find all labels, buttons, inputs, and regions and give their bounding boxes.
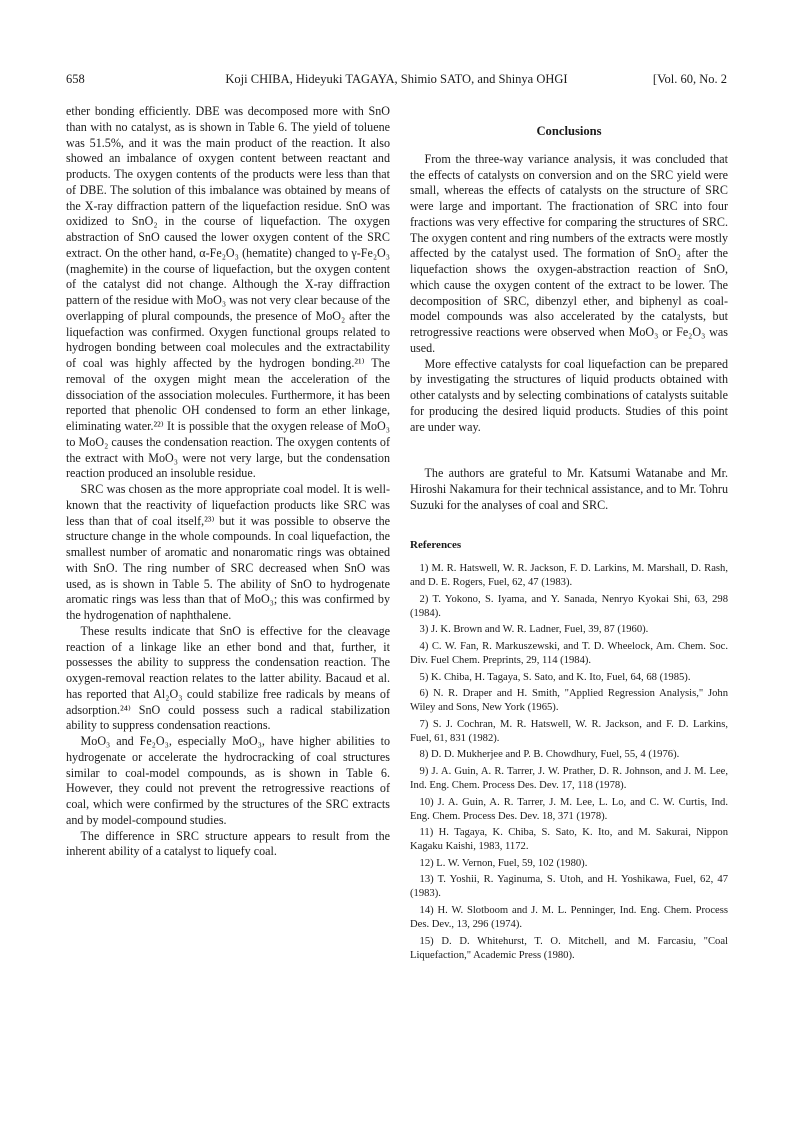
reference-item: 12) L. W. Vernon, Fuel, 59, 102 (1980). xyxy=(419,857,588,869)
references-heading: References xyxy=(410,538,462,551)
right-column xyxy=(410,104,728,965)
reference-item: 2) T. Yokono, S. Iyama, and Y. Sanada, Nenryo Kyokai Shi, 63, 298 (1984). xyxy=(410,593,728,619)
reference-item: 10) J. A. Guin, A. R. Tarrer, J. M. Lee, L. Lo, and C. W. Curtis, Ind. Eng. Chem. Process Des. Dev. 18, 371 (1978). xyxy=(410,796,728,822)
reference-item: 9) J. A. Guin, A. R. Tarrer, J. W. Prather, D. R. Johnson, and J. M. Lee, Ind. Eng. Chem. Process Des. Dev. 17, 118 (1978). xyxy=(410,766,728,791)
reference-item: 6) N. R. Draper and H. Smith, "Applied Regression Analysis," John Wiley and Sons, New York (1965). xyxy=(410,688,728,714)
reference-list xyxy=(410,562,728,962)
left-column xyxy=(66,104,390,860)
body-paragraph: The difference in SRC structure appears to result from the inherent ability of a catalyst to liquefy coal. xyxy=(66,828,390,859)
conclusions-paragraph: From the three-way variance analysis, it was concluded that the effects of catalysts on conversion and on the SRC yield were small, whereas the effects of catalysts on the structure of SRC were large and important. The fractionation of SRC into four fractions was very effective for comparing the structures of SRC. The oxygen content and ring numbers of the extracts were mostly affected by the catalyst used. The formation of SnO₂ after the liquefaction shows the oxygen-abstraction reaction of SnO, which cause the oxygen content of the extract to be lower. The decomposition of SRC, dibenzyl ether, and biphenyl as coal-model compounds was also accelerated by the catalysts, but retrogressive reactions were observed when MoO₃ or Fe₂O₃ was used. xyxy=(410,151,728,355)
running-authors: Koji CHIBA, Hideyuki TAGAYA, Shimio SATO, and Shinya OHGI xyxy=(225,72,568,86)
acknowledgement: The authors are grateful to Mr. Katsumi Watanabe and Mr. Hiroshi Nakamura for their technical assistance, and to Mr. Tohru Suzuki for the analyses of coal and SRC. xyxy=(410,466,728,512)
reference-item: 13) T. Yoshii, R. Yaginuma, S. Utoh, and H. Yoshikawa, Fuel, 62, 47 (1983). xyxy=(410,874,728,900)
reference-item: 8) D. D. Mukherjee and P. B. Chowdhury, Fuel, 55, 4 (1976). xyxy=(419,749,680,761)
body-paragraph: These results indicate that SnO is effective for the cleavage reaction of a linkage like an ether bond and that, further, it possesses the ability to suppress the condensation reaction. The oxygen-removal reaction relates to the latter ability. Bacaud et al. has reported that Al₂O₃ could stabilize free radicals by means of adsorption.²⁴⁾ SnO could possess such a radical stabilization ability to suppress condensation reactions. xyxy=(66,623,390,733)
reference-item: 3) J. K. Brown and W. R. Ladner, Fuel, 39, 87 (1960). xyxy=(419,624,649,636)
reference-item: 5) K. Chiba, H. Tagaya, S. Sato, and K. Ito, Fuel, 64, 68 (1985). xyxy=(419,671,691,683)
body-paragraph: MoO₃ and Fe₂O₃, especially MoO₃, have higher abilities to hydrogenate or accelerate the hydrocracking of coal structures similar to coal-model compounds, as is shown in Table 6. However, they could not prevent the retrogressive reactions of coal, which were confirmed by the structures of the SRC extracts and by model-compound studies. xyxy=(66,734,390,827)
reference-item: 15) D. D. Whitehurst, T. O. Mitchell, and M. Farcasiu, "Coal Liquefaction," Academic Press (1980). xyxy=(410,935,728,961)
volume-info: [Vol. 60, No. 2 xyxy=(652,72,727,86)
conclusions-paragraph: More effective catalysts for coal liquefaction can be prepared by investigating the structures of liquid products obtained with other catalysts and by selecting combinations of catalysts suitable for producing the desired liquid products. Studies of this point are under way. xyxy=(410,356,728,434)
conclusions-heading: Conclusions xyxy=(536,124,602,138)
page-number: 658 xyxy=(66,72,85,86)
reference-item: 1) M. R. Hatswell, W. R. Jackson, F. D. Larkins, M. Marshall, D. Rash, and D. E. Rogers, Fuel, 62, 47 (1983). xyxy=(410,563,728,589)
reference-item: 11) H. Tagaya, K. Chiba, S. Sato, K. Ito, and M. Sakurai, Nippon Kagaku Kaishi, 1983, 1172. xyxy=(410,827,728,853)
reference-item: 7) S. J. Cochran, M. R. Hatswell, W. R. Jackson, and F. D. Larkins, Fuel, 61, 831 (1982). xyxy=(410,718,728,744)
reference-item: 4) C. W. Fan, R. Markuszewski, and T. D. Wheelock, Am. Chem. Soc. Div. Fuel Chem. Preprints, 29, 114 (1984). xyxy=(410,641,728,667)
body-paragraph: SRC was chosen as the more appropriate coal model. It is well-known that the reactivity of liquefaction products like SRC was less than that of coal itself,²³⁾ but it was possible to observe the structure change in the whole compounds. In coal liquefaction, the smallest number of aromatic and nonaromatic rings was obtained with SnO. The ring number of SRC decreased when SnO was used, as is shown in Table 5. The ability of SnO to hydrogenate aromatic rings was less than that of MoO₃; this was confirmed by the hydrogenation of naphthalene. xyxy=(66,482,390,622)
body-paragraph: ether bonding efficiently. DBE was decomposed more with SnO than with no catalyst, as is shown in Table 6. The yield of toluene was 51.5%, and it was the main product of the reaction. It also showed an imbalance of oxygen content between reactant and products. The oxygen contents of the products were less than that of DBE. The solution of this imbalance was obtained by means of the X-ray diffraction pattern of the liquefaction residue. SnO was oxidized to SnO₂ in the course of liquefaction. The oxygen abstraction of SnO caused the lower oxygen content of the SRC extract. On the other hand, α-Fe₂O₃ (hematite) changed to γ-Fe₂O₃ (maghemite) in the course of liquefaction, but the oxygen content of the catalyst did not change. Although the X-ray diffraction pattern of the residue with MoO₃ was not very clear because of the overlapping of plural compounds, the presence of MoO₂ after the liquefaction was confirmed. Oxygen functional groups related to hydrogen bonding between coal molecules and the extractability of coal was highly affected by the hydrogen bonding.²¹⁾ The removal of the oxygen might mean the acceleration of the dissociation of the association molecules. Furthermore, it has been reported that phenolic OH condensed to form an ether linkage, eliminating water.²²⁾ It is possible that the oxygen release of MoO₃ to MoO₂ causes the condensation reaction. The oxygen contents of the extract with MoO₃ were not very large, but the condensation reaction produced an insoluble residue. xyxy=(66,104,390,481)
reference-item: 14) H. W. Slotboom and J. M. L. Penninger, Ind. Eng. Chem. Process Des. Dev., 13, 296 (1974). xyxy=(410,904,728,930)
running-header xyxy=(66,72,727,90)
